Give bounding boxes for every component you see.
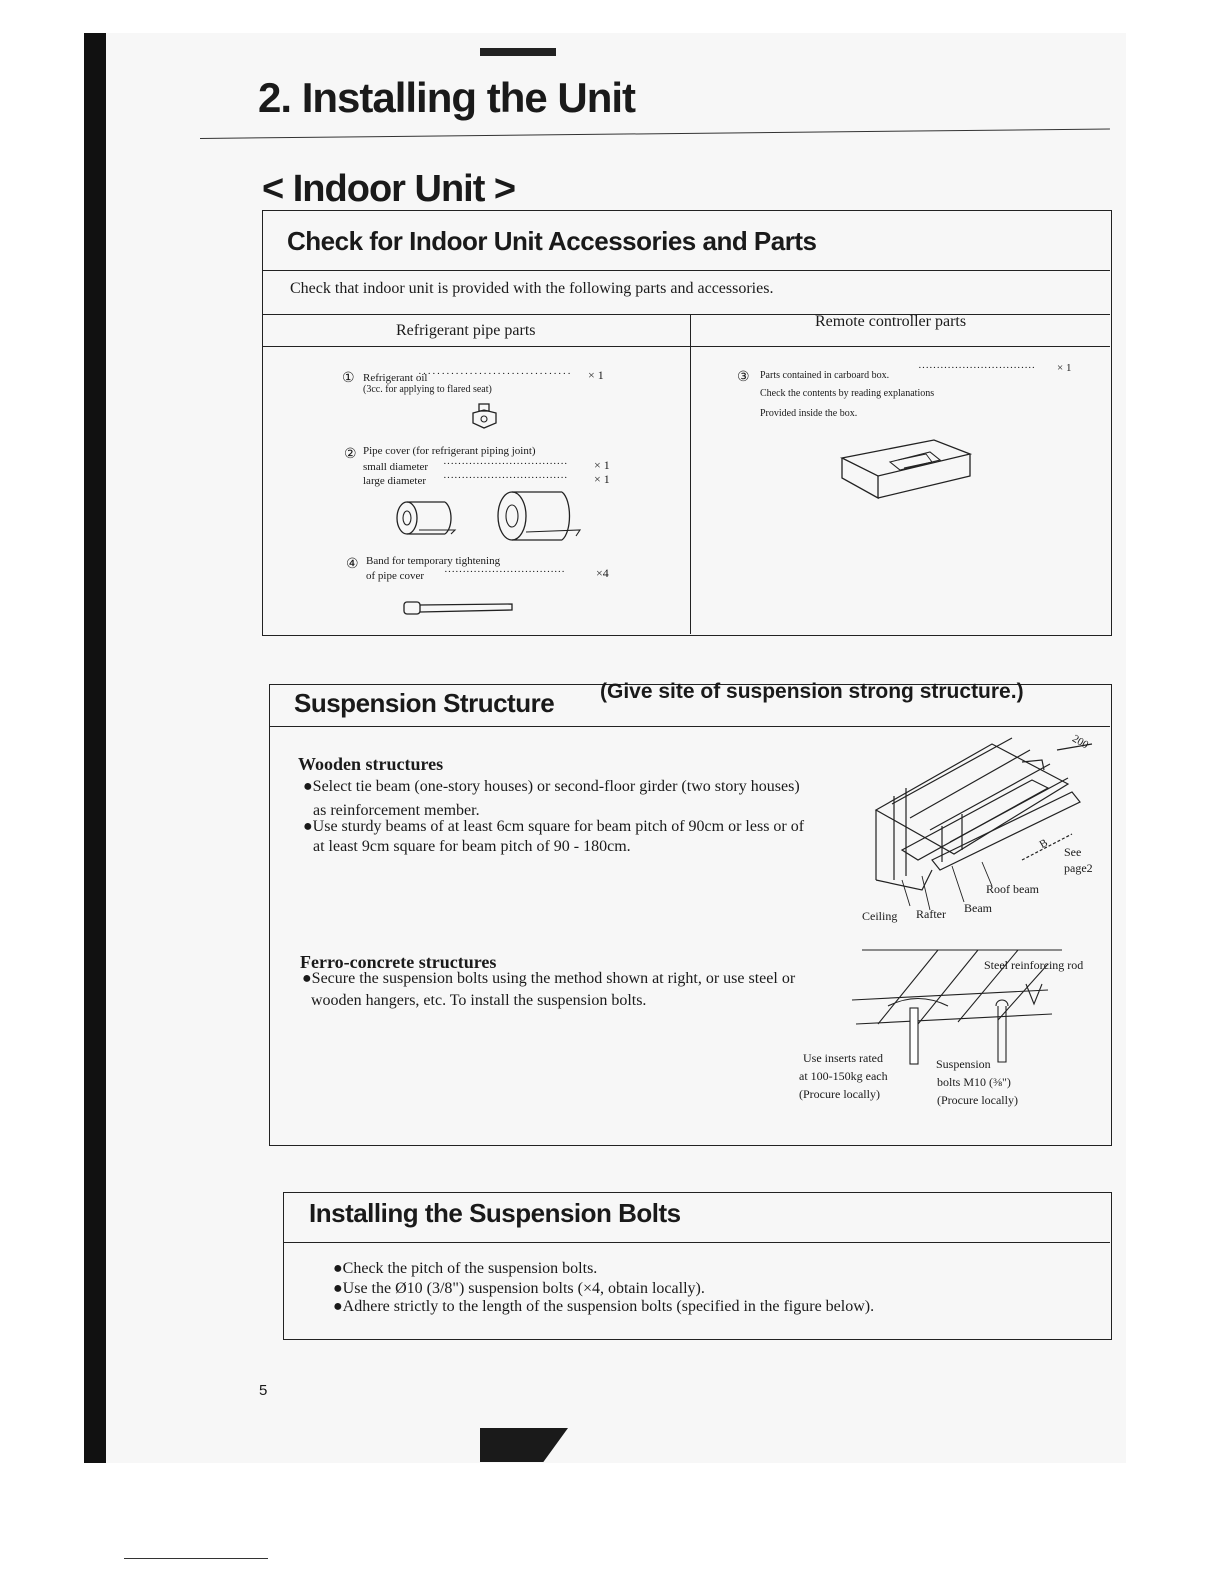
item-3-leader: ································: [918, 362, 1036, 374]
item-3-qty: × 1: [1057, 362, 1072, 374]
item-1-number: ①: [342, 371, 355, 386]
accessories-intro-rule: [262, 314, 1110, 315]
cardboard-box-icon: [838, 436, 974, 502]
fig1-roof-beam-label: Roof beam: [986, 882, 1039, 896]
accessories-intro: Check that indoor unit is provided with the following parts and accessories.: [290, 280, 774, 297]
bolts-title-rule: [283, 1242, 1110, 1243]
item-2-small-leader: ··································: [443, 458, 568, 470]
page-number: 5: [259, 1382, 268, 1399]
item-2-small-label: small diameter: [363, 461, 429, 473]
item-2-large-leader: ··································: [443, 472, 568, 484]
item-4-name-line2: of pipe cover: [366, 570, 425, 582]
accessories-header-rule: [262, 346, 1110, 347]
pipe-cover-large-icon: [496, 490, 582, 542]
fig2-bolt-line-2: bolts M10 (⅜"): [937, 1075, 1011, 1089]
item-1-qty: × 1: [588, 368, 604, 382]
item-1-note: (3cc. for applying to flared seat): [363, 384, 492, 395]
column-header-pipe-parts: Refrigerant pipe parts: [396, 322, 536, 339]
wooden-bullet-1: ●Select tie beam (one-story houses) or second-floor girder (two story houses): [303, 778, 800, 795]
fig1-see-label: See: [1064, 845, 1082, 859]
bolts-bullet-1: ●Check the pitch of the suspension bolts.: [333, 1260, 598, 1277]
fig2-rod-label: Steel reinforcing rod: [984, 958, 1084, 972]
wooden-bullet-2-cont: at least 9cm square for beam pitch of 90 - 180cm.: [313, 838, 631, 855]
scan-top-mark: [480, 48, 556, 56]
suspension-title: Suspension Structure: [294, 688, 555, 718]
fig2-insert-line-2: at 100-150kg each: [799, 1069, 888, 1083]
fig1-dimension-200: 200: [1070, 732, 1091, 752]
fig2-insert-line-1: Use inserts rated: [803, 1051, 883, 1065]
item-2-large-label: large diameter: [363, 475, 427, 487]
wooden-bullet-2: ●Use sturdy beams of at least 6cm square for beam pitch of 90cm or less or of: [303, 818, 805, 835]
fig1-beam-label: Beam: [964, 901, 992, 915]
oil-bottle-icon: [470, 403, 500, 429]
column-header-remote-parts: Remote controller parts: [815, 313, 967, 330]
section-subheading: < Indoor Unit >: [262, 168, 516, 210]
accessories-column-divider: [690, 314, 691, 634]
item-2-name: Pipe cover (for refrigerant piping joint): [363, 445, 536, 457]
item-2-large-qty: × 1: [594, 472, 610, 486]
fig2-bolt-line-3: (Procure locally): [937, 1093, 1018, 1107]
fig1-rafter-label: Rafter: [916, 907, 946, 921]
bolts-bullet-3: ●Adhere strictly to the length of the suspension bolts (specified in the figure below).: [333, 1298, 875, 1315]
item-2-number: ②: [344, 447, 357, 462]
ferro-heading: Ferro-concrete structures: [300, 952, 497, 972]
ferro-bullet-1: ●Secure the suspension bolts using the method shown at right, or use steel or: [302, 970, 796, 987]
suspension-title-rule: [269, 726, 1110, 727]
suspension-title-note: (Give site of suspension strong structure.): [600, 680, 1024, 703]
item-4-number: ④: [346, 557, 359, 572]
ferro-bullet-1-cont: wooden hangers, etc. To install the suspension bolts.: [311, 992, 647, 1009]
item-2-small-qty: × 1: [594, 458, 610, 472]
wooden-bullet-1-cont: as reinforcement member.: [313, 802, 480, 819]
fig2-bolt-line-1: Suspension: [936, 1057, 991, 1071]
fig1-page-ref: page2: [1064, 861, 1093, 875]
footer-rule: [124, 1558, 268, 1559]
bolts-title: Installing the Suspension Bolts: [309, 1198, 681, 1228]
item-4-qty: ×4: [596, 566, 609, 580]
item-1-leader: ·································: [418, 368, 572, 380]
wooden-structure-figure: [872, 730, 1102, 930]
item-4-name: Band for temporary tightening: [366, 555, 501, 567]
bolts-bullet-2: ●Use the Ø10 (3/8") suspension bolts (×4, obtain locally).: [333, 1280, 705, 1297]
page-heading: 2. Installing the Unit: [258, 74, 636, 121]
item-1-name: Refrigerant oil: [363, 372, 428, 384]
item-3-name: Parts contained in carboard box.: [760, 370, 890, 381]
item-3-number: ③: [737, 370, 750, 385]
item-3-note-2: Provided inside the box.: [760, 408, 858, 419]
item-3-note-1: Check the contents by reading explanations: [760, 388, 935, 399]
accessories-title-rule: [262, 270, 1110, 271]
item-4-leader: ·································: [444, 566, 565, 578]
pipe-cover-small-icon: [395, 500, 457, 536]
wooden-heading: Wooden structures: [298, 754, 444, 774]
fig1-ceiling-label: Ceiling: [862, 909, 898, 923]
fig1-label-b: B: [1037, 836, 1050, 852]
fig2-insert-line-3: (Procure locally): [799, 1087, 880, 1101]
band-icon: [402, 598, 516, 618]
scan-binding-edge: [84, 33, 106, 1463]
accessories-title: Check for Indoor Unit Accessories and Parts: [287, 226, 817, 256]
